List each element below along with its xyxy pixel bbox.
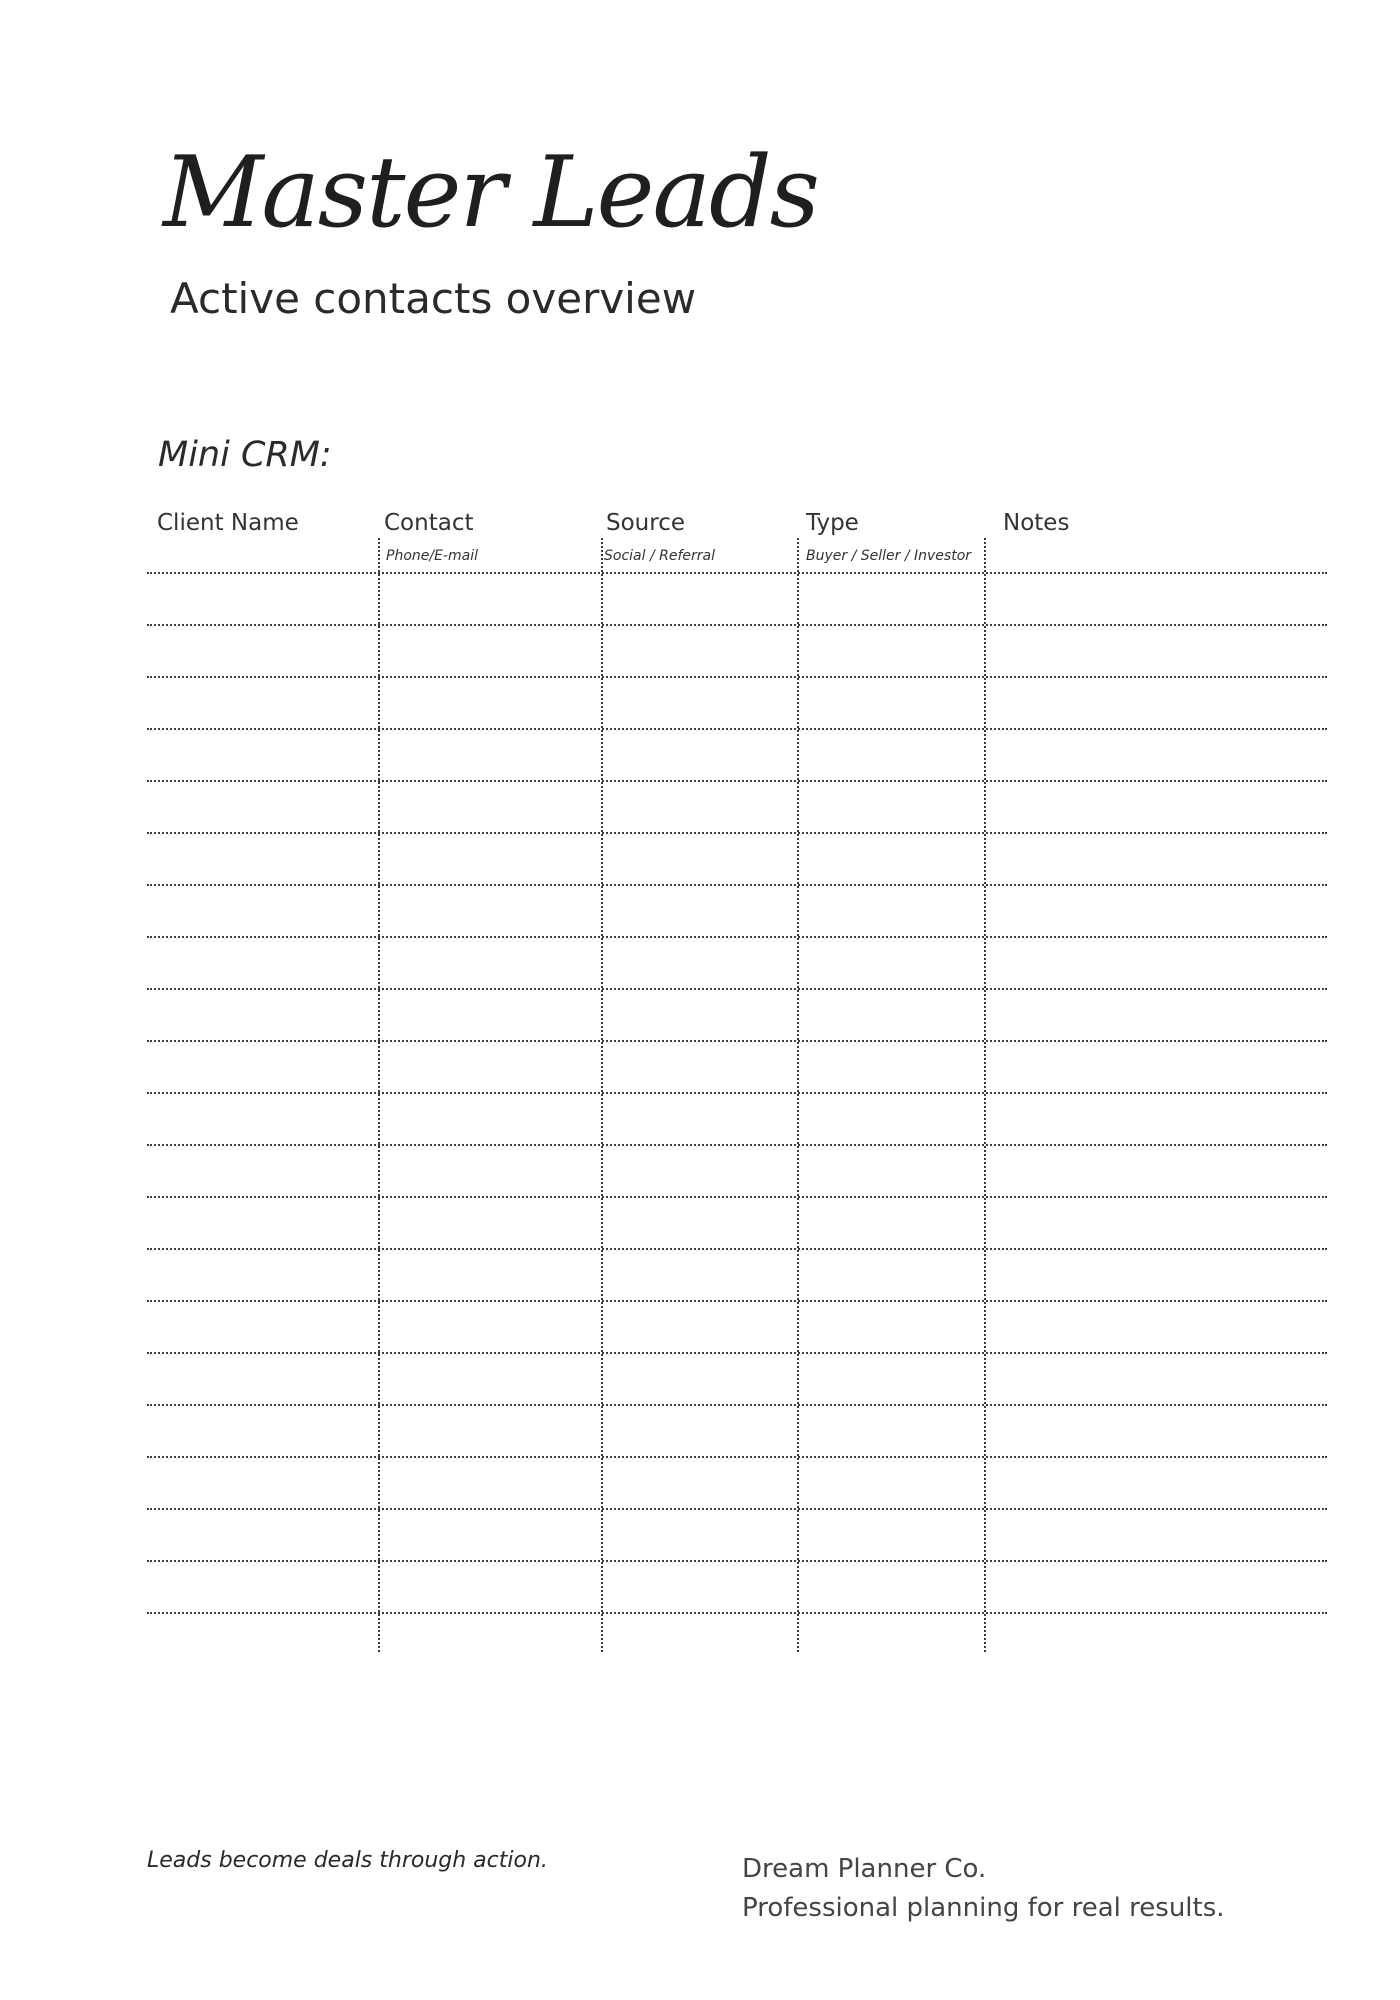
table-row[interactable] (147, 1562, 1327, 1614)
table-row[interactable] (147, 1406, 1327, 1458)
column-header-client-name: Client Name (157, 510, 299, 536)
brand-tagline: Professional planning for real results. (742, 1893, 1225, 1923)
table-row[interactable] (147, 730, 1327, 782)
table-row[interactable] (147, 626, 1327, 678)
table-row[interactable] (147, 1094, 1327, 1146)
table-row[interactable] (147, 990, 1327, 1042)
column-header-notes: Notes (1003, 510, 1070, 536)
table-row[interactable] (147, 1250, 1327, 1302)
page-subtitle: Active contacts overview (170, 274, 697, 323)
table-row[interactable] (147, 1198, 1327, 1250)
table-row[interactable] (147, 782, 1327, 834)
table-row[interactable] (147, 678, 1327, 730)
table-body (147, 572, 1327, 1614)
column-hint-source: Social / Referral (604, 548, 715, 564)
table-row[interactable] (147, 1146, 1327, 1198)
table-row[interactable] (147, 1042, 1327, 1094)
column-header-type: Type (806, 510, 859, 536)
column-hint-type: Buyer / Seller / Investor (806, 548, 972, 564)
table-row[interactable] (147, 1458, 1327, 1510)
table-row[interactable] (147, 1510, 1327, 1562)
footer-quote: Leads become deals through action. (147, 1848, 548, 1873)
table-row[interactable] (147, 574, 1327, 626)
footer-brand-block (742, 1850, 1225, 1928)
table-row[interactable] (147, 1302, 1327, 1354)
section-label: Mini CRM: (158, 435, 332, 475)
brand-name: Dream Planner Co. (742, 1854, 987, 1884)
table-row[interactable] (147, 938, 1327, 990)
column-header-source: Source (606, 510, 685, 536)
page-title: Master Leads (163, 136, 818, 250)
column-header-contact: Contact (384, 510, 474, 536)
column-hint-contact: Phone/E-mail (386, 548, 478, 564)
table-row[interactable] (147, 886, 1327, 938)
table-row[interactable] (147, 1354, 1327, 1406)
table-row[interactable] (147, 834, 1327, 886)
